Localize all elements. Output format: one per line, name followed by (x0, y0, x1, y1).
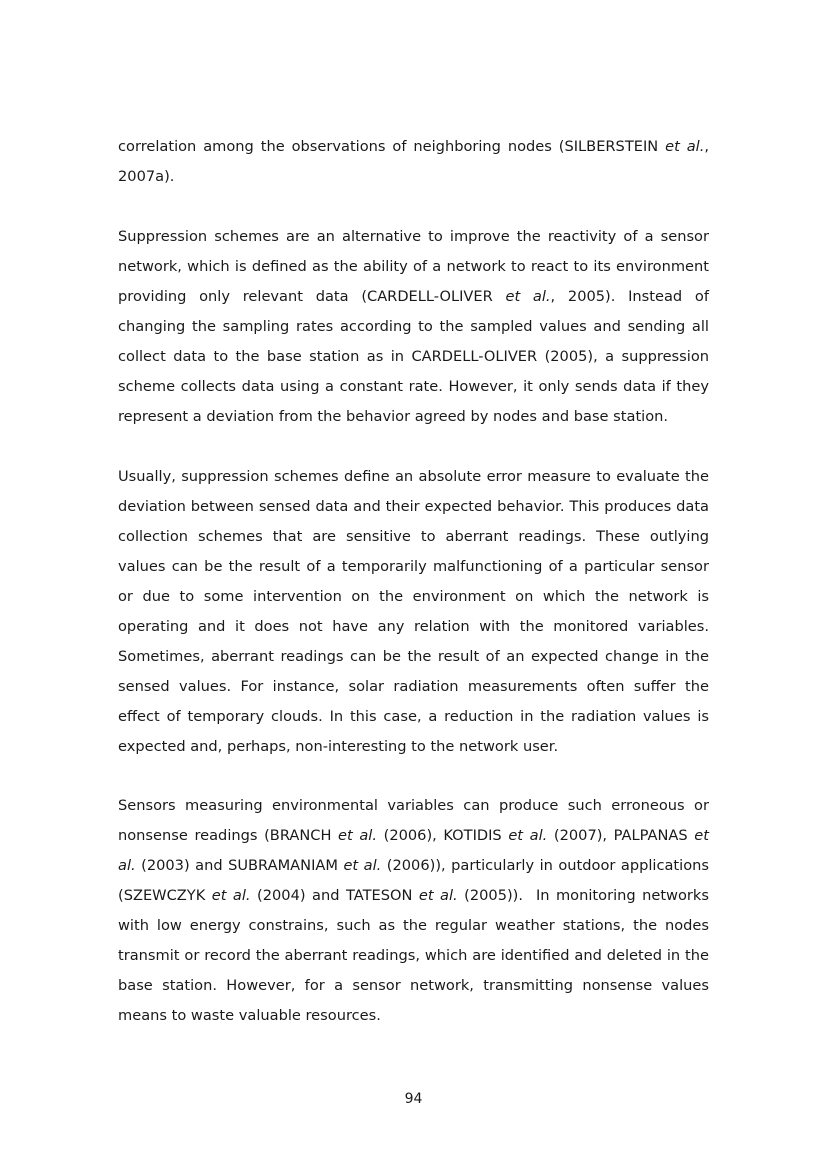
italic-text-run: et al. (343, 857, 382, 874)
text-run: Sensors measuring environmental variables can produce such erroneous or nonsense readings (BRANCH (118, 797, 714, 844)
text-run: , 2005). Instead of changing the sampling rates according to the sampled values and sending all collect data to the base station as in CARDELL-OLIVER (2005), a suppression scheme collects data using a constant rate. However, it only sends data if they represent a deviation from the behavior agreed by nodes and base station. (118, 288, 719, 425)
italic-text-run: et al. (505, 288, 551, 305)
paragraph-1 (118, 132, 714, 192)
page-number: 94 (404, 1091, 423, 1107)
text-run: (2005)). In monitoring networks with low energy constrains, such as the regular weather stations, the nodes transmit or record the aberrant readings, which are identified and deleted in the base station. However, for a sensor network, transmitting nonsense values means to waste valuable resources. (118, 887, 714, 1024)
text-run: Usually, suppression schemes define an absolute error measure to evaluate the deviation between sensed data and their expected behavior. This produces data collection schemes that are sensitive to aberrant readings. These outlying values can be the result of a temporarily malfunctioning of a particular sensor or due to some intervention on the environment on which the network is operating and it does not have any relation with the monitored variables. Sometimes, aberrant readings can be the result of an expected change in the sensed values. For instance, solar radiation measurements often suffer the effect of temporary clouds. In this case, a reduction in the radiation values is expected and, perhaps, non-interesting to the network user. (118, 468, 714, 755)
text-run: (2006), KOTIDIS (377, 827, 509, 844)
text-run: Suppression schemes are an alternative to improve the reactivity of a sensor network, which is defined as the ability of a network to react to its environment providing only relevant data (CARDELL-OLIVER (118, 228, 714, 305)
paragraph-3 (118, 462, 714, 762)
italic-text-run: et al. (418, 887, 458, 904)
italic-text-run: et al. (338, 827, 378, 844)
italic-text-run: et al. (508, 827, 548, 844)
text-run: (2003) and SUBRAMANIAM (135, 857, 344, 874)
text-run: , 2007a). (118, 138, 714, 185)
text-run: (2007), PALPANAS (547, 827, 695, 844)
italic-text-run: et al. (665, 138, 705, 155)
paragraph-4 (118, 791, 714, 1031)
italic-text-run: et al. (211, 887, 251, 904)
text-run: (2006)), particularly in outdoor applications (SZEWCZYK (118, 857, 714, 904)
paragraph-2 (118, 222, 719, 432)
text-run: (2004) and TATESON (250, 887, 419, 904)
italic-text-run: et al. (118, 827, 714, 874)
text-run: correlation among the observations of neighboring nodes (SILBERSTEIN (118, 138, 666, 155)
